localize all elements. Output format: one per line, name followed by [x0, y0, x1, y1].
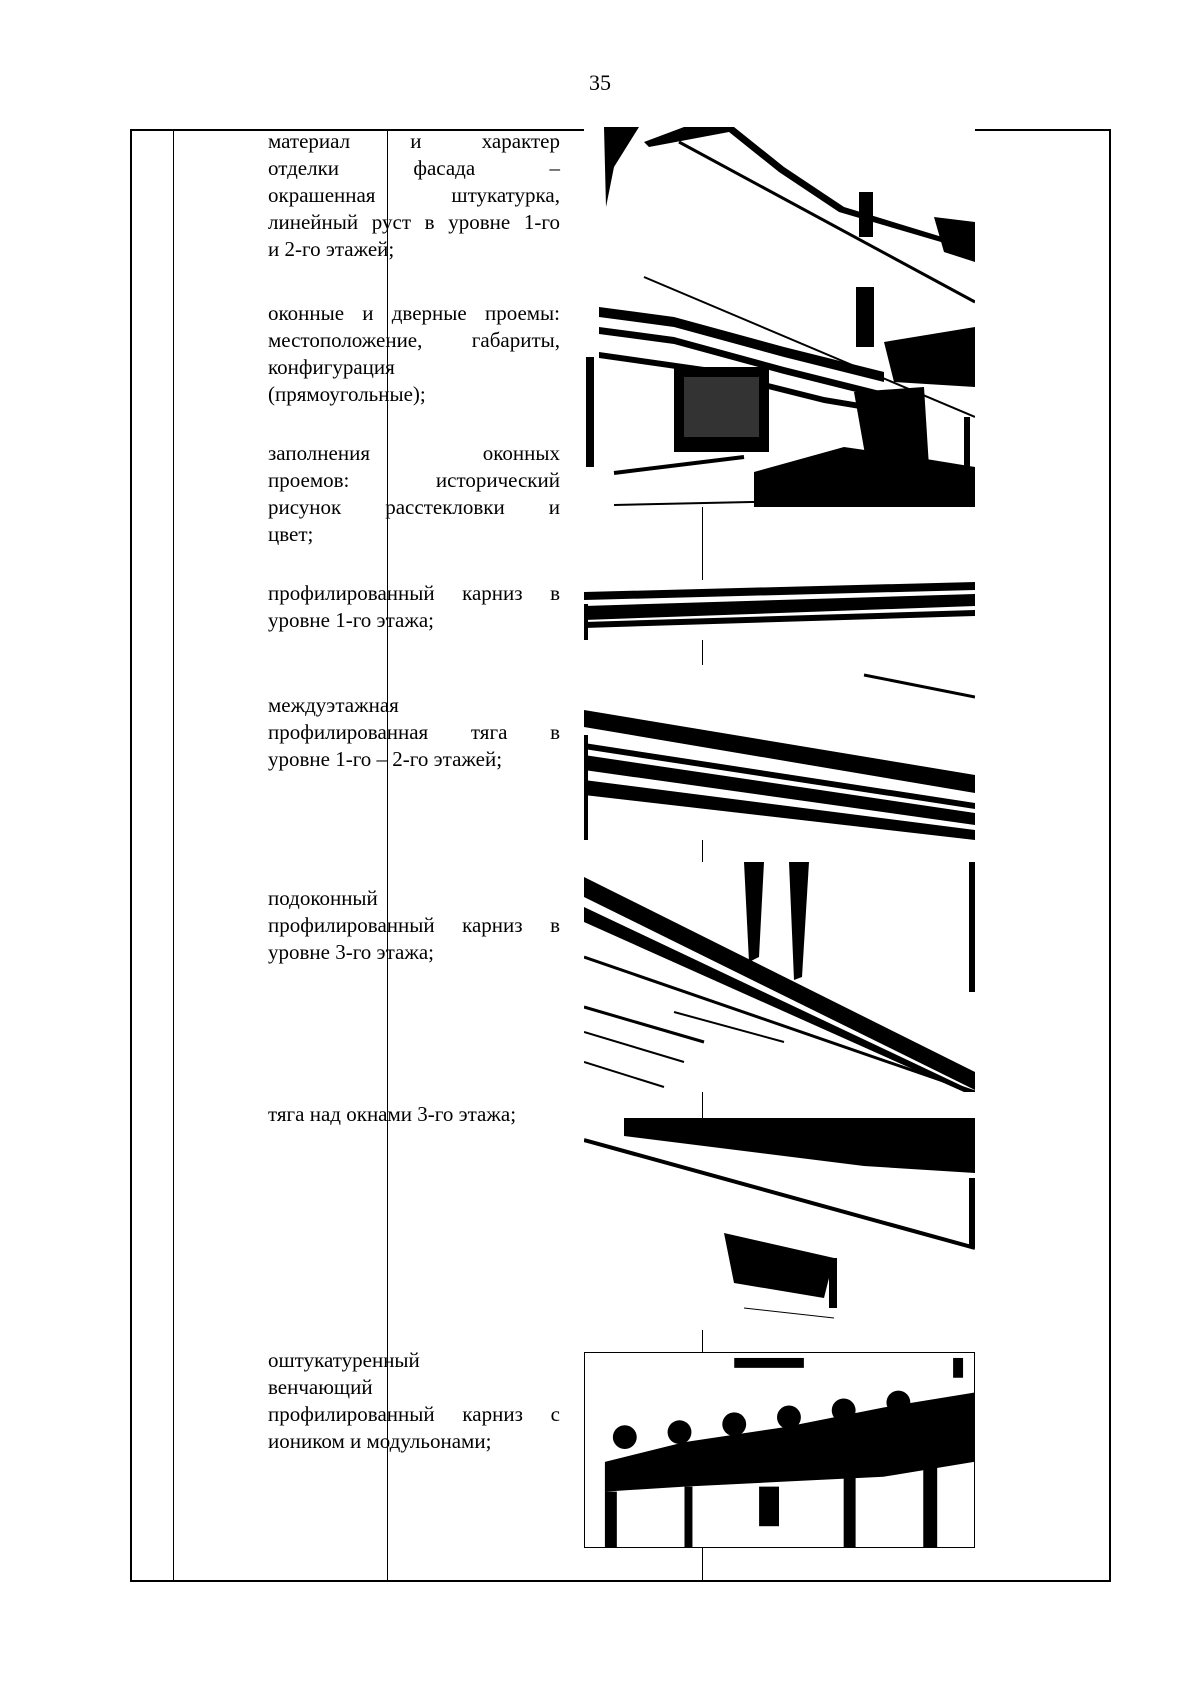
item-window-door-openings [268, 300, 560, 408]
text-line: уровне 1-го этажа; [268, 608, 434, 632]
text-line: заполнения оконных [268, 441, 560, 465]
text-line: местоположение, габариты, [268, 328, 560, 352]
text-line: профилированный карниз в [268, 581, 560, 605]
text-line: оконные и дверные проемы: [268, 301, 560, 325]
text-line: конфигурация [268, 355, 395, 379]
item-window-glazing [268, 440, 560, 548]
text-line: линейный руст в уровне 1-го [268, 210, 560, 234]
crowning-cornice-photo [584, 1352, 975, 1548]
item-crowning-cornice [268, 1347, 560, 1455]
interfloor-belt-photo [584, 665, 975, 840]
text-line: окрашенная штукатурка, [268, 183, 560, 207]
page-number: 35 [589, 70, 611, 95]
text-line: материал и характер [268, 129, 560, 153]
text-line: уровне 3-го этажа; [268, 940, 434, 964]
text-line: и 2-го этажей; [268, 237, 395, 261]
text-line: отделки фасада – [268, 156, 560, 180]
text-line: профилированная тяга в [268, 720, 560, 744]
text-line: рисунок расстекловки и [268, 495, 560, 519]
item-cornice-first-floor [268, 580, 560, 634]
item-sill-cornice [268, 885, 560, 966]
text-line: профилированный карниз с [268, 1402, 560, 1426]
item-belt-above-windows [268, 1101, 560, 1128]
belt-above-windows-photo [584, 1118, 975, 1330]
item-facade-finish [268, 128, 560, 263]
text-line: оштукатуренный [268, 1348, 420, 1372]
text-line: цвет; [268, 522, 314, 546]
sill-cornice-photo [584, 862, 975, 1092]
text-line: подоконный [268, 886, 378, 910]
cornice-first-floor-photo [584, 580, 975, 640]
facade-photo [584, 127, 975, 507]
text-line: венчающий [268, 1375, 373, 1399]
item-interfloor-belt [268, 692, 560, 773]
text-line: профилированный карниз в [268, 913, 560, 937]
text-line: проемов: исторический [268, 468, 560, 492]
text-line: тяга над окнами 3-го этажа; [268, 1102, 517, 1126]
text-line: иоником и модульонами; [268, 1429, 492, 1453]
text-line: междуэтажная [268, 693, 399, 717]
text-line: уровне 1-го – 2-го этажей; [268, 747, 503, 771]
text-line: (прямоугольные); [268, 382, 426, 406]
column-divider [173, 131, 174, 1580]
